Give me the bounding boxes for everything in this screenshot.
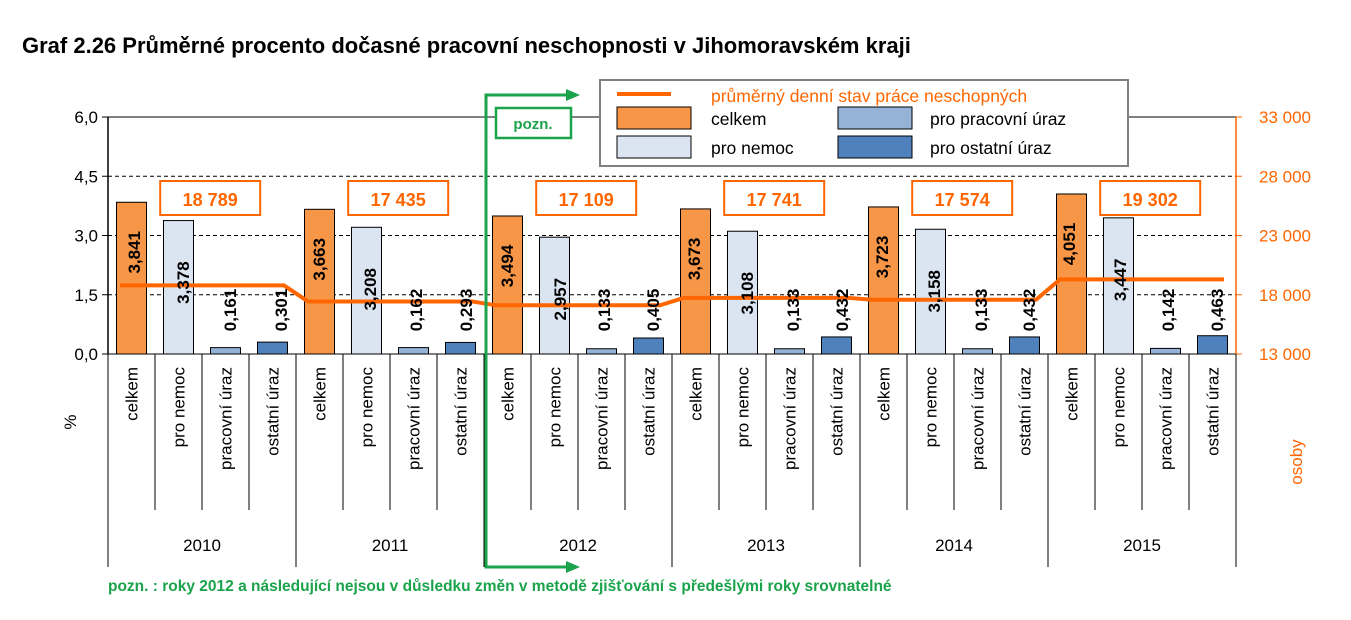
category-label: celkem (310, 367, 330, 421)
bar-value-label: 0,133 (595, 288, 614, 332)
bar-3-2010 (258, 342, 288, 354)
bar-3-2012 (634, 338, 664, 354)
bar-3-2013 (822, 337, 852, 354)
category-label: ostatní úraz (827, 367, 847, 456)
methodology-note: pozn. : roky 2012 a následující nejsou v důsledku změn v metodě zjišťování s předešlými roky srovnatelné (108, 578, 892, 595)
bar-2-2012 (587, 349, 617, 354)
bar-0-2013 (681, 209, 711, 354)
bar-value-label: 0,301 (272, 288, 291, 332)
category-label: pro nemoc (169, 367, 189, 448)
x-axis (108, 354, 1236, 567)
legend-label-pracovni: pro pracovní úraz (930, 109, 1067, 129)
category-label: pro nemoc (1109, 367, 1129, 448)
category-label: pracovní úraz (404, 367, 424, 470)
category-label: pracovní úraz (1156, 367, 1176, 470)
year-label: 2012 (559, 536, 597, 555)
y-axis-label: % (61, 414, 80, 430)
year-label: 2013 (747, 536, 785, 555)
legend (600, 80, 1128, 166)
line-value-label: 17 574 (934, 190, 990, 210)
bar-value-label: 3,208 (361, 268, 380, 311)
y-tick-label: 4,5 (74, 167, 98, 187)
bar-value-label: 0,133 (784, 288, 803, 332)
legend-label-line: průměrný denní stav práce neschopných (711, 86, 1028, 106)
category-label: pracovní úraz (968, 367, 988, 470)
bar-value-label: 3,108 (738, 271, 757, 315)
line-value-label: 18 789 (182, 190, 238, 210)
bar-value-label: 3,723 (873, 235, 892, 279)
category-label: ostatní úraz (1015, 367, 1035, 456)
line-value-label: 19 302 (1122, 190, 1178, 210)
y2-axis-label: osoby (1287, 439, 1306, 485)
y-tick-label: 1,5 (74, 285, 98, 305)
legend-label-celkem: celkem (711, 109, 767, 129)
legend-label-ostatni: pro ostatní úraz (930, 138, 1052, 158)
legend-label-nemoc: pro nemoc (711, 138, 794, 158)
bar-value-label: 0,162 (407, 288, 426, 332)
bar-value-label: 3,841 (125, 231, 144, 274)
category-label: ostatní úraz (1203, 367, 1223, 456)
y2-tick-label: 23 000 (1259, 226, 1311, 246)
year-label: 2011 (371, 536, 409, 555)
category-label: pro nemoc (733, 367, 753, 448)
legend-swatch-pracovni (838, 107, 912, 129)
category-label: pro nemoc (357, 367, 377, 448)
bar-value-label: 3,663 (310, 238, 329, 281)
bar-value-label: 0,293 (457, 288, 476, 332)
bar-0-2011 (305, 209, 335, 354)
bar-value-label: 3,494 (498, 244, 517, 288)
year-label: 2014 (935, 536, 973, 555)
category-label: celkem (498, 367, 518, 421)
line-value-label: 17 435 (370, 190, 426, 210)
bar-3-2015 (1198, 336, 1228, 354)
bar-2-2011 (399, 348, 429, 354)
bar-value-label: 2,957 (551, 277, 570, 321)
bar-value-label: 0,432 (833, 288, 852, 332)
bar-value-label: 3,378 (174, 261, 193, 304)
bar-2-2013 (775, 349, 805, 354)
legend-swatch-celkem (617, 107, 691, 129)
line-value-label: 17 741 (746, 190, 802, 210)
y-tick-label: 6,0 (74, 108, 98, 127)
category-label: celkem (686, 367, 706, 421)
bar-2-2015 (1151, 348, 1181, 354)
bar-value-label: 0,161 (221, 288, 240, 332)
category-label: ostatní úraz (263, 367, 283, 456)
legend-swatch-nemoc (617, 136, 691, 158)
category-label: pracovní úraz (592, 367, 612, 470)
bar-3-2011 (446, 342, 476, 354)
category-label: ostatní úraz (639, 367, 659, 456)
line-value-label: 17 109 (558, 190, 614, 210)
category-label: pracovní úraz (216, 367, 236, 470)
y-tick-label: 0,0 (74, 345, 98, 364)
note-arrow-top (566, 89, 580, 101)
bar-0-2010 (117, 202, 147, 354)
y2-tick-label: 28 000 (1259, 167, 1311, 187)
bar-value-label: 3,158 (925, 269, 944, 313)
note-marker-label: pozn. (513, 116, 553, 133)
bar-0-2015 (1057, 194, 1087, 354)
category-label: ostatní úraz (451, 367, 471, 456)
category-label: celkem (874, 367, 894, 421)
category-label: pro nemoc (545, 367, 565, 448)
note-arrow-bottom (566, 561, 580, 573)
bar-value-label: 3,447 (1111, 258, 1130, 302)
bar-3-2014 (1010, 337, 1040, 354)
bar-0-2014 (869, 207, 899, 354)
category-label: pro nemoc (921, 367, 941, 448)
bar-value-label: 0,405 (644, 288, 663, 332)
y2-tick-label: 13 000 (1259, 345, 1311, 364)
year-label: 2010 (183, 536, 221, 555)
y-tick-label: 3,0 (74, 226, 98, 246)
bar-value-label: 0,133 (972, 288, 991, 332)
bar-value-label: 0,432 (1020, 288, 1039, 332)
year-label: 2015 (1123, 536, 1161, 555)
bar-2-2014 (963, 349, 993, 354)
category-label: pracovní úraz (780, 367, 800, 470)
legend-swatch-ostatni (838, 136, 912, 158)
bar-value-label: 0,463 (1208, 288, 1227, 332)
bar-value-label: 4,051 (1060, 222, 1079, 266)
category-label: celkem (1062, 367, 1082, 421)
chart-title: Graf 2.26 Průměrné procento dočasné pracovní neschopnosti v Jihomoravském kraji (22, 33, 911, 58)
bar-2-2010 (211, 348, 241, 354)
bar-value-label: 0,142 (1159, 288, 1178, 332)
y2-tick-label: 18 000 (1259, 285, 1311, 305)
category-label: celkem (122, 367, 142, 421)
bar-value-label: 3,673 (685, 237, 704, 281)
y2-tick-label: 33 000 (1259, 108, 1311, 127)
